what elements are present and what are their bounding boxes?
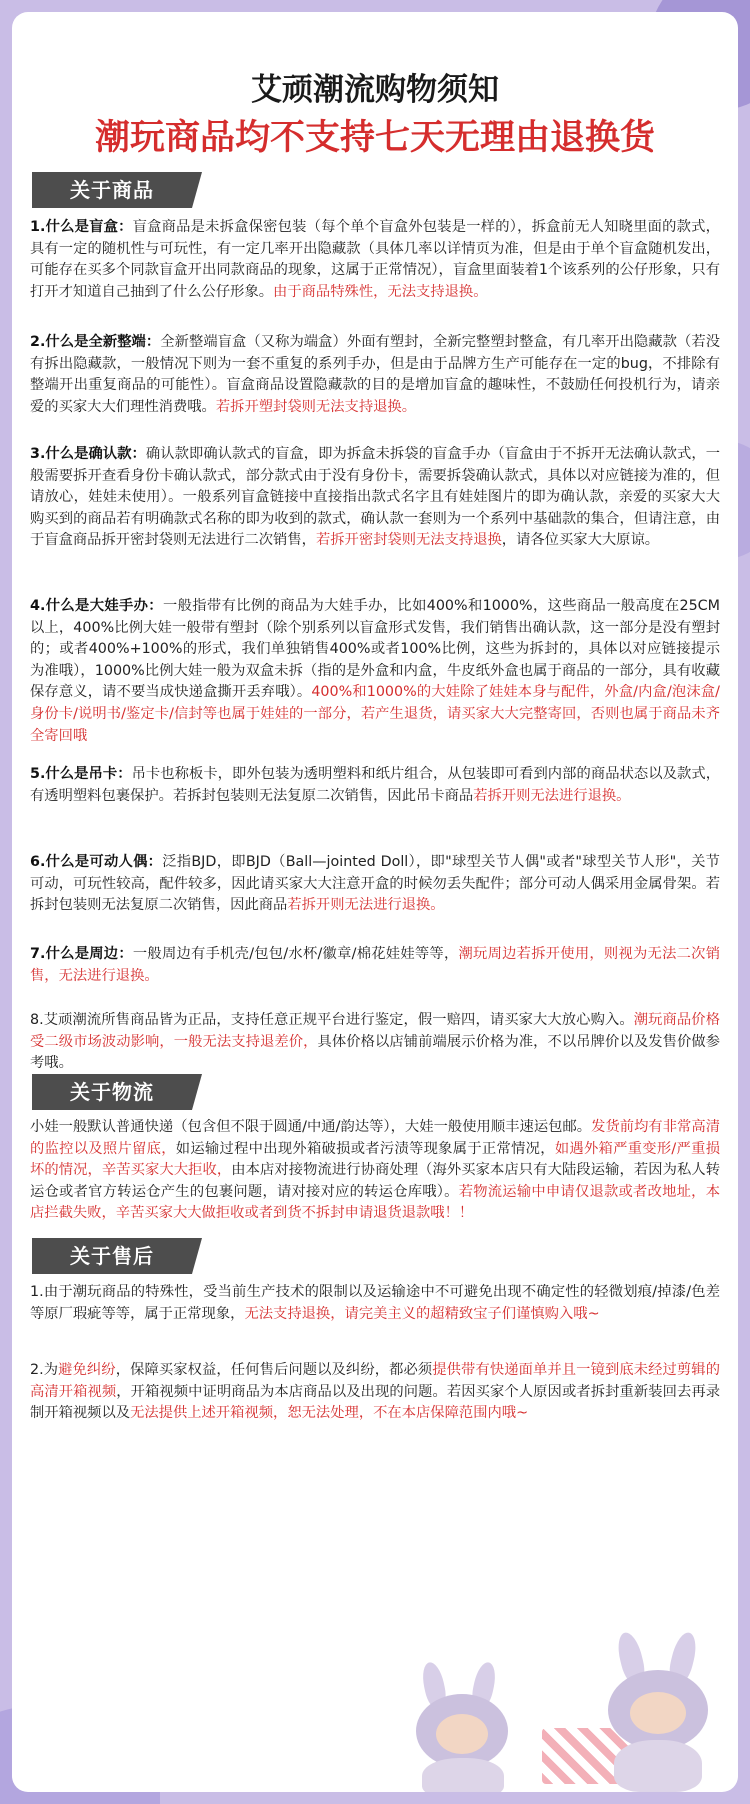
plush-toy-right xyxy=(592,1632,722,1792)
plush-toys-illustration xyxy=(392,1632,738,1792)
big-figure-heading: 4.什么是大娃手办： xyxy=(30,598,163,614)
confirmed-warning: 若拆开密封袋则无法支持退换 xyxy=(315,532,502,549)
authentic-text: 8.艾顽潮流所售商品皆为正品，支持任意正规平台进行鉴定，假一赔四，请买家大大放心购入。 xyxy=(30,1012,634,1028)
logistics-text-3: 由本店对接物流进行协商处理（海外买家本店只有大陆段运输，若因为私人转运仓或者官方转运仓产生的包裹问题，请对接对应的转运仓库哦）。 xyxy=(30,1162,721,1200)
goods-paragraph-blister-card xyxy=(30,764,720,807)
logistics-text-1: 小娃一般默认普通快递（包含但不限于圆通/中通/韵达等），大娃一般使用顺丰速运包邮。 xyxy=(30,1119,592,1135)
merch-heading: 7.什么是周边： xyxy=(30,946,133,962)
blind-box-text: 盲盒商品是未拆盒保密包装（每个单个盲盒外包装是一样的），拆盒前无人知晓里面的款式，具有一定的随机性与可玩性，有一定几率开出隐藏款（具体几率以详情页为准，但是由于单个盲盒随机发出，可能存在买多个同款盲盒开出同款商品的现象，这属于正常情况），盲盒里面装着1个该系列的公仔形象，只有打开才知道自己抽到了什么公仔形象。 xyxy=(30,219,720,300)
blister-card-warning: 若拆开则无法进行退换。 xyxy=(473,787,631,804)
section-header-logistics: 关于物流 xyxy=(32,1074,192,1110)
logistics-warning-1: 发货前均有非常高清的监控以及照片留底， xyxy=(30,1119,721,1157)
full-set-warning: 若拆开塑封袋则无法支持退换。 xyxy=(215,398,417,415)
goods-paragraph-bjd xyxy=(30,852,720,917)
video-warning-2: 提供带有快递面单并且一镜到底未经过剪辑的高清开箱视频 xyxy=(30,1362,720,1400)
confirmed-text: 确认款即确认款式的盲盒，即为拆盒未拆袋的盲盒手办（盲盒由于不拆开无法确认款式，一般需要拆开查看身份卡确认款式，部分款式由于没有身份卡，需要拆袋确认款式，具体以对应链接为准的，但请放心，娃娃未使用）。一般系列盲盒链接中直接指出款式名字且有娃娃图片的即为确认款，亲爱的买家大大购买到的商品若有明确款式名称的即为收到的款式，确认款一套则为一个系列中基础款的集合，但请注意，由于盲盒商品拆开密封袋则无法进行二次销售， xyxy=(30,446,720,549)
goods-paragraph-merch xyxy=(30,944,720,987)
goods-paragraph-big-figure xyxy=(30,596,720,747)
bjd-warning: 若拆开则无法进行退换。 xyxy=(287,897,445,914)
merch-warning: 潮玩周边若拆开使用，则视为无法二次销售，无法进行退换。 xyxy=(30,946,721,984)
goods-paragraph-confirmed xyxy=(30,444,720,552)
blister-card-heading: 5.什么是吊卡： xyxy=(30,766,132,782)
video-text-c: ，开箱视频中证明商品为本店商品以及出现的问题。若因买家个人原因或者拆封重新装回去再录制开箱视频以及 xyxy=(30,1383,721,1422)
plush-toy-left xyxy=(402,1662,522,1792)
defects-text: 1.由于潮玩商品的特殊性，受当前生产技术的限制以及运输途中不可避免出现不确定性的轻微划痕/掉漆/色差等原厂瑕疵等等，属于正常现象， xyxy=(30,1284,720,1322)
defects-warning: 无法支持退换，请完美主义的超精致宝子们谨慎购入哦~ xyxy=(244,1305,600,1322)
video-text-a: 2.为 xyxy=(30,1362,59,1378)
goods-paragraph-authentic xyxy=(30,1010,720,1075)
blind-box-warning: 由于商品特殊性，无法支持退换。 xyxy=(273,283,488,300)
aftersale-paragraph-defects xyxy=(30,1282,720,1325)
video-warning-1: 避免纠纷 xyxy=(58,1362,116,1378)
notice-card xyxy=(12,12,738,1792)
blister-card-text: 吊卡也称板卡，即外包装为透明塑料和纸片组合，从包装即可看到内部的商品状态以及款式，有透明塑料包裹保护。若拆封包装则无法复原二次销售，因此吊卡商品 xyxy=(30,766,720,804)
big-figure-warning: 400%和1000%的大娃除了娃娃本身与配件，外盒/内盒/泡沫盒/身份卡/说明书/鉴定卡/信封等也属于娃娃的一部分，若产生退货，请买家大大完整寄回，否则也属于商品未齐全寄回哦 xyxy=(30,684,720,744)
video-text-b: ，保障买家权益，任何售后问题以及纠纷，都必须 xyxy=(115,1362,433,1378)
full-set-text: 全新整端盲盒（又称为端盒）外面有塑封，全新完整塑封整盒，有几率开出隐藏款（若没有拆出隐藏款，一般情况下则为一套不重复的系列手办，但是由于品牌方生产可能存在一定的bug，不排除有整端开出重复商品的可能性）。盲盒商品设置隐藏款的目的是增加盲盒的趣味性，不鼓励任何投机行为，请亲爱的买家大大们理性消费哦。 xyxy=(30,334,720,415)
bjd-heading: 6.什么是可动人偶： xyxy=(30,854,163,870)
goods-paragraph-full-set xyxy=(30,332,720,418)
logistics-paragraph xyxy=(30,1117,720,1225)
logistics-warning-3: 若物流运输中申请仅退款或者改地址，本店拦截失败，辛苦买家大大做拒收或者到货不拆封申请退货退款哦！！ xyxy=(30,1183,721,1222)
logistics-warning-2: 如遇外箱严重变形/严重损坏的情况，辛苦买家大大拒收， xyxy=(30,1140,720,1179)
full-set-heading: 2.什么是全新整端： xyxy=(30,334,161,350)
logistics-text-2: 如运输过程中出现外箱破损或者污渍等现象属于正常情况， xyxy=(175,1140,555,1157)
confirmed-tail: ，请各位买家大大原谅。 xyxy=(501,532,660,549)
aftersale-paragraph-unboxing-video xyxy=(30,1360,720,1425)
authentic-warning: 潮玩商品价格受二级市场波动影响，一般无法支持退差价， xyxy=(30,1012,720,1050)
confirmed-heading: 3.什么是确认款： xyxy=(30,446,146,462)
goods-paragraph-blind-box xyxy=(30,217,720,303)
section-header-goods: 关于商品 xyxy=(32,172,192,208)
video-warning-3: 无法提供上述开箱视频，恕无法处理，不在本店保障范围内哦~ xyxy=(130,1405,529,1422)
page-subtitle: 潮玩商品均不支持七天无理由退换货 xyxy=(94,118,655,158)
bjd-text: 泛指BJD，即BJD（Ball—jointed Doll），即"球型关节人偶"或者"球型关节人形"，关节可动，可玩性较高，配件较多，因此请买家大大注意开盒的时候勿丢失配件；部分可动人偶采用金属骨架。若拆封包装则无法复原二次销售，因此商品 xyxy=(30,854,720,914)
blind-box-heading: 1.什么是盲盒： xyxy=(30,219,133,235)
authentic-tail: 具体价格以店铺前端展示价格为准，不以吊牌价以及发售价做参考哦。 xyxy=(30,1033,720,1072)
section-header-aftersale: 关于售后 xyxy=(32,1238,192,1274)
merch-text: 一般周边有手机壳/包包/水杯/徽章/棉花娃娃等等， xyxy=(132,946,459,962)
big-figure-text: 一般指带有比例的商品为大娃手办，比如400%和1000%，这些商品一般高度在25CM以上，400%比例大娃一般带有塑封（除个别系列以盲盒形式发售，我们销售出确认款，这一部分是没有塑封的；或者400%+100%的形式，我们单独销售400%或者100%比例，这些为拆封的，具体以对应链接提示为准哦），1000%比例大娃一般为双盒未拆（指的是外盒和内盒，牛皮纸外盒也属于商品的一部分，具有收藏保存意义，请不要当成快递盒撕开丢弃哦）。 xyxy=(30,598,720,701)
page-title: 艾顽潮流购物须知 xyxy=(251,72,499,108)
